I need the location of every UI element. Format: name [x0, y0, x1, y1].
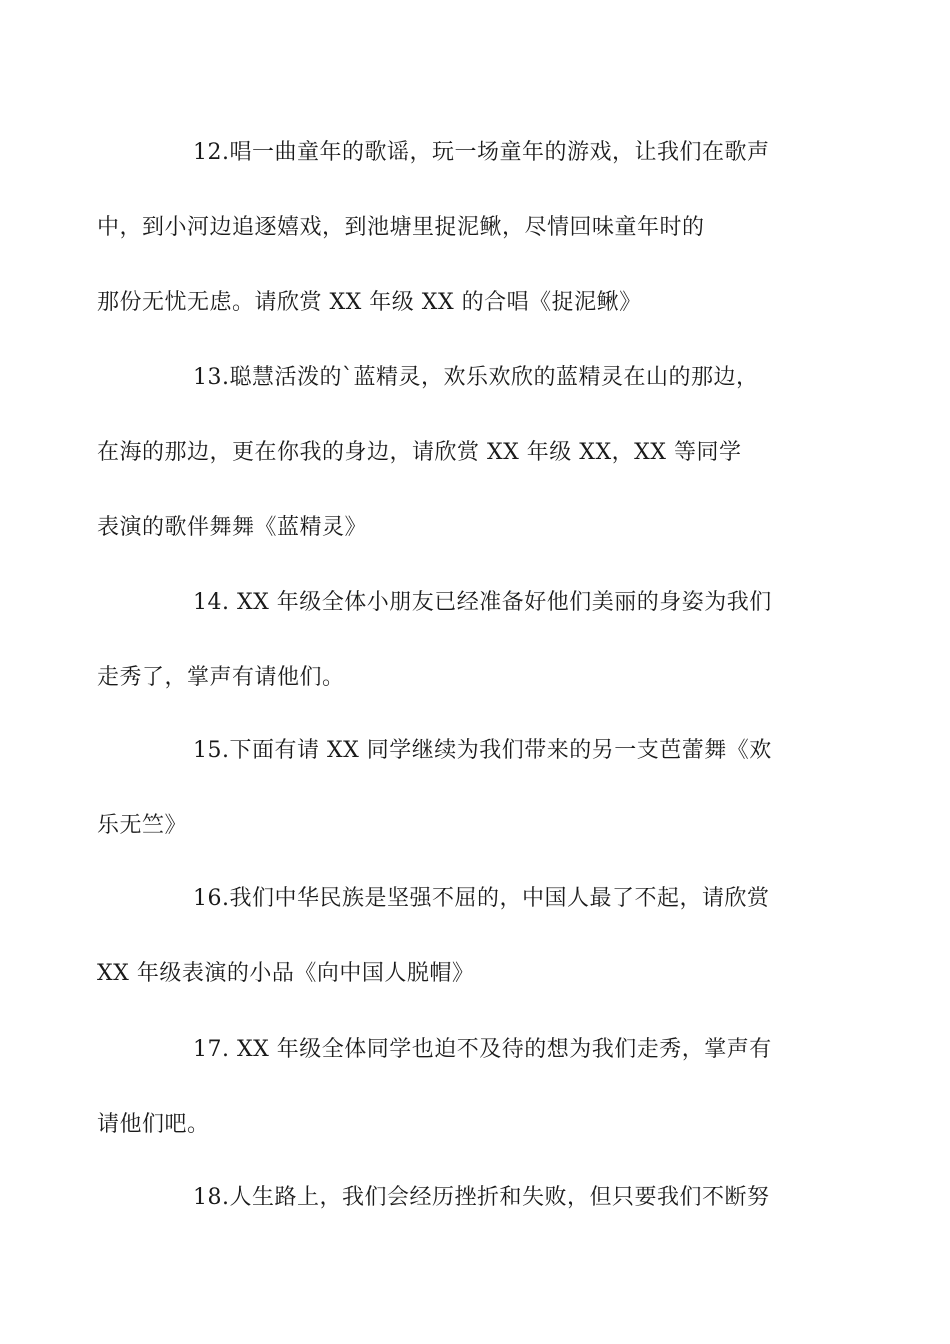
paragraph-line: 12.唱一曲童年的歌谣，玩一场童年的游戏，让我们在歌声 [193, 140, 770, 165]
paragraph-17 [97, 1012, 810, 1162]
paragraph-16 [97, 861, 810, 1011]
paragraph-15 [97, 713, 810, 863]
paragraph-line: 那份无忧无虑。请欣赏 XX 年级 XX 的合唱《捉泥鳅》 [97, 290, 642, 315]
paragraph-line: 13.聪慧活泼的`蓝精灵，欢乐欢欣的蓝精灵在山的那边， [193, 365, 759, 390]
paragraph-18 [145, 1160, 810, 1235]
paragraph-line: 表演的歌伴舞舞《蓝精灵》 [97, 515, 368, 540]
paragraph-line: 15.下面有请 XX 同学继续为我们带来的另一支芭蕾舞《欢 [193, 738, 772, 763]
paragraph-14 [97, 565, 810, 715]
paragraph-line: 18.人生路上，我们会经历挫折和失败，但只要我们不断努 [193, 1185, 770, 1210]
paragraph-line: 乐无竺》 [97, 813, 188, 838]
paragraph-line: 17. XX 年级全体同学也迫不及待的想为我们走秀，掌声有 [193, 1037, 772, 1062]
paragraph-line: 中，到小河边追逐嬉戏，到池塘里捉泥鳅，尽情回味童年时的 [97, 215, 705, 240]
paragraph-line: 16.我们中华民族是坚强不屈的，中国人最了不起，请欣赏 [193, 886, 770, 911]
paragraph-12 [97, 115, 810, 340]
paragraph-line: 请他们吧。 [97, 1112, 210, 1137]
paragraph-line: 14. XX 年级全体小朋友已经准备好他们美丽的身姿为我们 [193, 590, 772, 615]
paragraph-line: 走秀了，掌声有请他们。 [97, 665, 345, 690]
paragraph-line: XX 年级表演的小品《向中国人脱帽》 [97, 961, 475, 986]
paragraph-13 [97, 340, 810, 565]
paragraph-line: 在海的那边，更在你我的身边，请欣赏 XX 年级 XX，XX 等同学 [97, 440, 742, 465]
